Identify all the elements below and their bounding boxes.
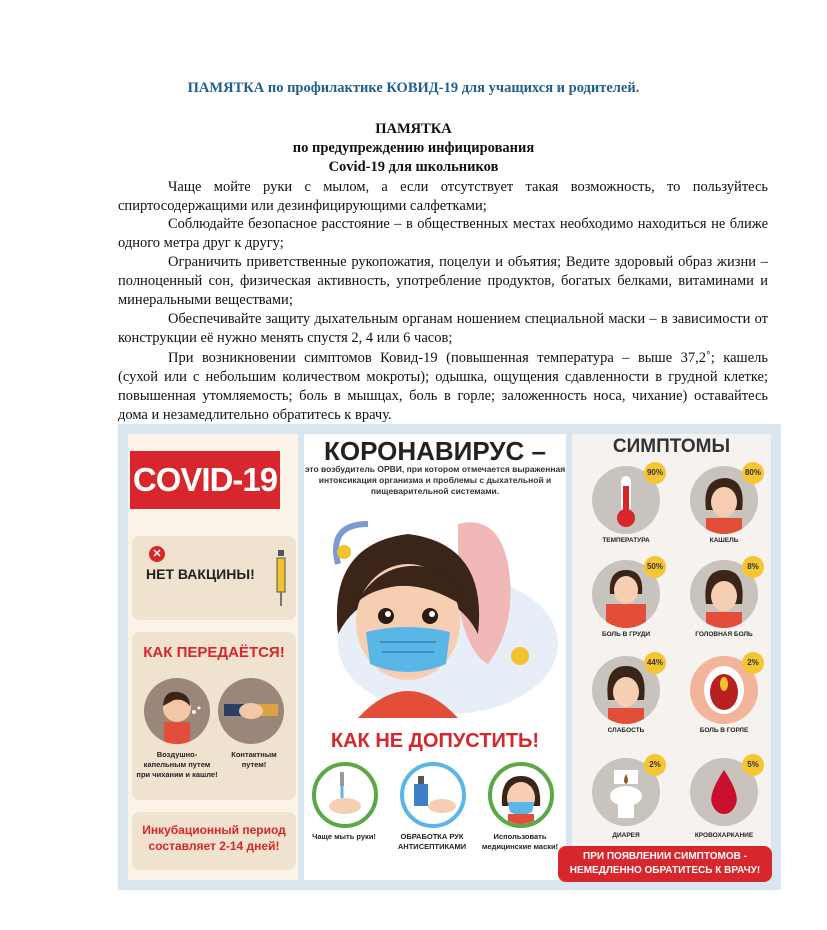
syringe-icon — [274, 550, 288, 606]
symptom-label: ГОЛОВНАЯ БОЛЬ — [695, 631, 753, 638]
memo-paragraph: При возникновении симптомов Ковид-19 (повышенная температура – выше 37,2˚; кашель (сухой или с небольшим количеством мокроты); одышка, ощущения сдавленности в грудной клетке; повышенная утомляемость; боль в мышцах, боль в горле; заложенность носа, чихание) оставайтесь дома и незамедлительно обратитесь к врачу. — [118, 350, 768, 423]
symptom-pct: 44% — [644, 652, 666, 674]
symptom-pct: 2% — [742, 652, 764, 674]
mask-icon — [488, 762, 554, 828]
symptom-label: СЛАБОСТЬ — [607, 727, 645, 734]
memo-subtitle: по предупреждению инфицирования — [292, 140, 535, 156]
memo-title: ПАМЯТКА — [375, 121, 452, 137]
symptoms-title: СИМПТОМЫ — [612, 436, 731, 457]
sanitizer-icon — [400, 762, 466, 828]
symptom-label: КАШЕЛЬ — [709, 537, 739, 544]
symptom-label: КРОВОХАРКАНИЕ — [694, 832, 754, 839]
prevent-title: КАК НЕ ДОПУСТИТЬ! — [330, 730, 540, 752]
sneeze-icon — [144, 678, 210, 744]
symptom-pct: 2% — [644, 754, 666, 776]
symptom-label: ТЕМПЕРАТУРА — [602, 537, 650, 544]
memo-paragraph: Ограничить приветственные рукопожатия, поцелуи и объятия; Ведите здоровый образ жизни – полноценный сон, физическая активность, употребление продуктов, богатых белками, витаминами и минеральными веществами; — [118, 254, 768, 308]
symptom-label: ДИАРЕЯ — [612, 832, 640, 839]
prevent-caption-mask: Использовать медицинские маски! — [481, 832, 559, 851]
contact-caption: Контактным путем! — [231, 750, 277, 769]
covid-label: COVID-19 — [130, 451, 280, 509]
coronavirus-title: КОРОНАВИРУС – — [324, 436, 546, 466]
incubation-card: Инкубационный период составляет 2-14 дней! — [132, 812, 296, 870]
covid-poster — [118, 424, 781, 890]
memo-paragraph: Соблюдайте безопасное расстояние – в общественных местах необходимо находиться не ближе одного метра друг к другу; — [118, 216, 768, 251]
memo-paragraph: Чаще мойте руки с мылом, а если отсутствует такая возможность, то пользуйтесь спиртосодержащими или дезинфицирующими салфетками; — [118, 179, 768, 214]
girl-with-mask-illustration — [308, 504, 564, 726]
transmission-card — [132, 632, 296, 800]
hand-washing-icon — [312, 762, 378, 828]
symptom-label: БОЛЬ В ГРУДИ — [601, 631, 651, 638]
symptom-pct: 80% — [742, 462, 764, 484]
warning-banner: ПРИ ПОЯВЛЕНИИ СИМПТОМОВ - НЕМЕДЛЕННО ОБРАТИТЕСЬ К ВРАЧУ! — [558, 846, 772, 882]
memo-subtitle-covid: Covid-19 для школьников — [328, 159, 499, 175]
symptom-pct: 90% — [644, 462, 666, 484]
close-icon: ✕ — [149, 546, 165, 562]
page-heading: ПАМЯТКА по профилактике КОВИД-19 для учащихся и родителей. — [187, 80, 640, 96]
coronavirus-subtitle: это возбудитель ОРВИ, при котором отмечается выраженная интоксикация организма и проблемы с дыхательной и пищеварительной системами. — [304, 464, 566, 496]
prevent-caption-sanitize: ОБРАБОТКА РУК АНТИСЕПТИКАМИ — [397, 832, 467, 851]
no-vaccine-text: НЕТ ВАКЦИНЫ! — [146, 566, 255, 582]
symptom-pct: 50% — [644, 556, 666, 578]
symptom-pct: 8% — [742, 556, 764, 578]
airborne-caption: Воздушно-капельным путем при чихании и кашле! — [136, 750, 218, 779]
prevent-caption-wash: Чаще мыть руки! — [312, 832, 376, 841]
symptom-pct: 5% — [742, 754, 764, 776]
transmission-title: КАК ПЕРЕДАЁТСЯ! — [143, 644, 285, 661]
no-vaccine-card — [132, 536, 296, 620]
memo-paragraph: Обеспечивайте защиту дыхательным органам ношением специальной маски – в зависимости от конструкции её нужно менять спустя 2, 4 или 6 часов; — [118, 311, 768, 346]
handshake-icon — [218, 678, 284, 744]
symptom-label: БОЛЬ В ГОРЛЕ — [699, 727, 749, 734]
